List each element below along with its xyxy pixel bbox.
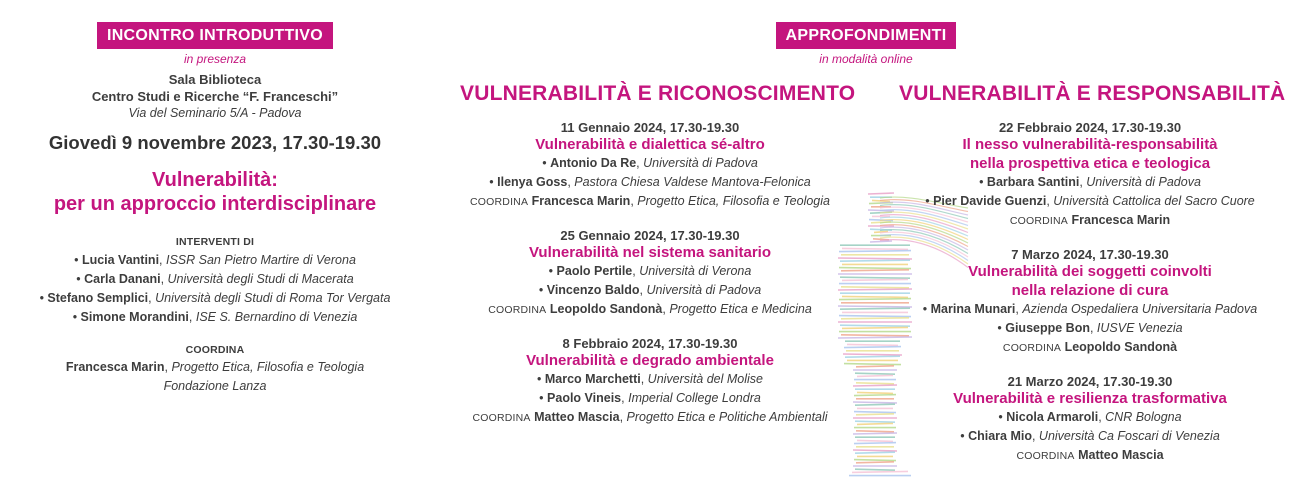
- intro-mode: in presenza: [183, 52, 247, 66]
- figure-stroke: [856, 414, 894, 415]
- event-title: Vulnerabilità e degrado ambientale: [526, 352, 774, 369]
- figure-stroke: [870, 241, 892, 242]
- event-coordinator: COORDINA Francesca Marin: [1009, 213, 1171, 227]
- right-event-3: [900, 374, 1280, 466]
- event-speaker: • Barbara Santini, Università di Padova: [900, 173, 1280, 192]
- figure-stroke: [857, 392, 893, 393]
- event-date: 21 Marzo 2024, 17.30-19.30: [1007, 374, 1173, 389]
- event-speaker: • Pier Davide Guenzi, Università Cattolica del Sacro Cuore: [900, 192, 1280, 211]
- right-column-heading: VULNERABILITÀ E RESPONSABILITÀ: [899, 82, 1286, 105]
- left-event-2: [460, 228, 840, 320]
- event-speaker: • Nicola Armaroli, CNR Bologna: [900, 408, 1280, 427]
- figure-stroke: [853, 402, 897, 403]
- figure-stroke: [843, 354, 902, 355]
- figure-stroke: [856, 462, 894, 463]
- event-coordinator: COORDINA Francesca Marin, Progetto Etica, Filosofia e Teologia: [469, 194, 830, 208]
- intro-speaker: • Carla Danani, Università degli Studi di Macerata: [20, 270, 410, 289]
- figure-stroke: [855, 404, 895, 405]
- event-coordinator: COORDINA Leopoldo Sandonà: [1002, 340, 1178, 354]
- figure-stroke: [855, 469, 895, 470]
- intro-speaker: • Stefano Semplici, Università degli Studi di Roma Tor Vergata: [20, 289, 410, 308]
- figure-stroke: [854, 460, 896, 461]
- approfondimenti-mode: in modalità online: [819, 52, 913, 66]
- figure-stroke: [855, 373, 895, 374]
- event-speaker: • Paolo Pertile, Università di Verona: [460, 262, 840, 281]
- intro-title-line1: Vulnerabilità:: [152, 169, 278, 191]
- event-date: 25 Gennaio 2024, 17.30-19.30: [560, 228, 740, 243]
- intro-institution: Centro Studi e Ricerche “F. Franceschi”: [91, 89, 339, 104]
- event-title-line2: nella relazione di cura: [1011, 282, 1169, 299]
- figure-stroke: [852, 471, 908, 472]
- speakers-heading: INTERVENTI DI: [175, 236, 255, 248]
- event-date: 11 Gennaio 2024, 17.30-19.30: [560, 120, 740, 135]
- event-coordinator: COORDINA Matteo Mascia, Progetto Etica e Politiche Ambientali: [472, 410, 828, 424]
- figure-stroke: [841, 287, 909, 288]
- figure-stroke: [847, 344, 898, 345]
- intro-speaker: • Lucia Vantini, ISSR San Pietro Martire di Verona: [20, 251, 410, 270]
- figure-stroke: [853, 450, 897, 451]
- event-speaker: • Paolo Vineis, Imperial College Londra: [460, 389, 840, 408]
- figure-stroke: [842, 279, 908, 280]
- intro-address: Via del Seminario 5/A - Padova: [128, 106, 302, 120]
- intro-coordina-heading: COORDINA: [185, 344, 245, 356]
- figure-stroke: [841, 270, 909, 271]
- figure-stroke: [855, 452, 895, 453]
- event-speaker: • Ilenya Goss, Pastora Chiesa Valdese Mantova-Felonica: [460, 173, 840, 192]
- event-date: 7 Marzo 2024, 17.30-19.30: [1011, 247, 1169, 262]
- approfondimenti-header: [766, 22, 966, 66]
- figure-stroke: [857, 423, 893, 424]
- right-event-1: [900, 120, 1280, 231]
- event-speaker: • Giuseppe Bon, IUSVE Venezia: [900, 319, 1280, 338]
- intro-date: Giovedì 9 novembre 2023, 17.30-19.30: [48, 132, 382, 153]
- left-column-heading: VULNERABILITÀ E RICONOSCIMENTO: [460, 82, 856, 105]
- intro-title-line2: per un approccio interdisciplinare: [53, 193, 377, 215]
- event-speaker: • Vincenzo Baldo, Università di Padova: [460, 281, 840, 300]
- event-title: Vulnerabilità nel sistema sanitario: [528, 244, 772, 261]
- intro-section: [20, 22, 410, 396]
- event-title-line2: nella prospettiva etica e teologica: [969, 155, 1211, 172]
- event-coordinator: COORDINA Matteo Mascia: [1016, 448, 1164, 462]
- figure-stroke: [844, 347, 901, 348]
- right-event-2: [900, 247, 1280, 358]
- intro-speaker: • Simone Morandini, ISE S. Bernardino di Venezia: [20, 308, 410, 327]
- figure-stroke: [857, 375, 893, 376]
- event-speaker: • Marina Munari, Azienda Ospedaliera Universitaria Padova: [900, 300, 1280, 319]
- event-title-line1: Vulnerabilità dei soggetti coinvolti: [968, 263, 1212, 280]
- intro-badge: INCONTRO INTRODUTTIVO: [97, 22, 333, 49]
- figure-stroke: [842, 296, 908, 297]
- figure-stroke: [845, 356, 900, 357]
- event-title-line1: Vulnerabilità e resilienza trasformativa: [953, 390, 1227, 407]
- figure-stroke: [856, 431, 894, 432]
- figure-stroke: [854, 395, 896, 396]
- figure-stroke: [854, 443, 896, 444]
- approfondimenti-badge: APPROFONDIMENTI: [776, 22, 957, 49]
- event-title: Vulnerabilità e dialettica sé-altro: [535, 136, 765, 153]
- left-event-1: [460, 120, 840, 212]
- event-date: 8 Febbraio 2024, 17.30-19.30: [562, 336, 738, 351]
- figure-stroke: [842, 327, 908, 328]
- intro-coordinator: Francesca Marin, Progetto Etica, Filosofia e Teologia: [65, 360, 365, 374]
- intro-coordinator-org: Fondazione Lanza: [163, 379, 267, 393]
- event-title-line1: Il nesso vulnerabilità-responsabilità: [962, 136, 1218, 153]
- event-date: 22 Febbraio 2024, 17.30-19.30: [998, 120, 1182, 135]
- figure-stroke: [841, 318, 909, 319]
- figure-stroke: [841, 335, 909, 336]
- figure-stroke: [842, 248, 908, 249]
- figure-stroke: [855, 421, 895, 422]
- figure-stroke: [854, 412, 896, 413]
- left-event-3: [460, 336, 840, 428]
- event-speaker: • Chiara Mio, Università Ca Foscari di Venezia: [900, 427, 1280, 446]
- figure-stroke: [857, 440, 893, 441]
- event-speaker: • Marco Marchetti, Università del Molise: [460, 370, 840, 389]
- figure-stroke: [853, 385, 897, 386]
- figure-stroke: [868, 193, 894, 194]
- intro-speaker-list: [20, 251, 410, 327]
- intro-venue: Sala Biblioteca: [168, 72, 262, 87]
- figure-stroke: [853, 433, 897, 434]
- figure-stroke: [844, 364, 901, 365]
- figure-stroke: [856, 366, 894, 367]
- figure-stroke: [856, 383, 894, 384]
- event-speaker: • Antonio Da Re, Università di Padova: [460, 154, 840, 173]
- event-coordinator: COORDINA Leopoldo Sandonà, Progetto Etica e Medicina: [488, 302, 812, 316]
